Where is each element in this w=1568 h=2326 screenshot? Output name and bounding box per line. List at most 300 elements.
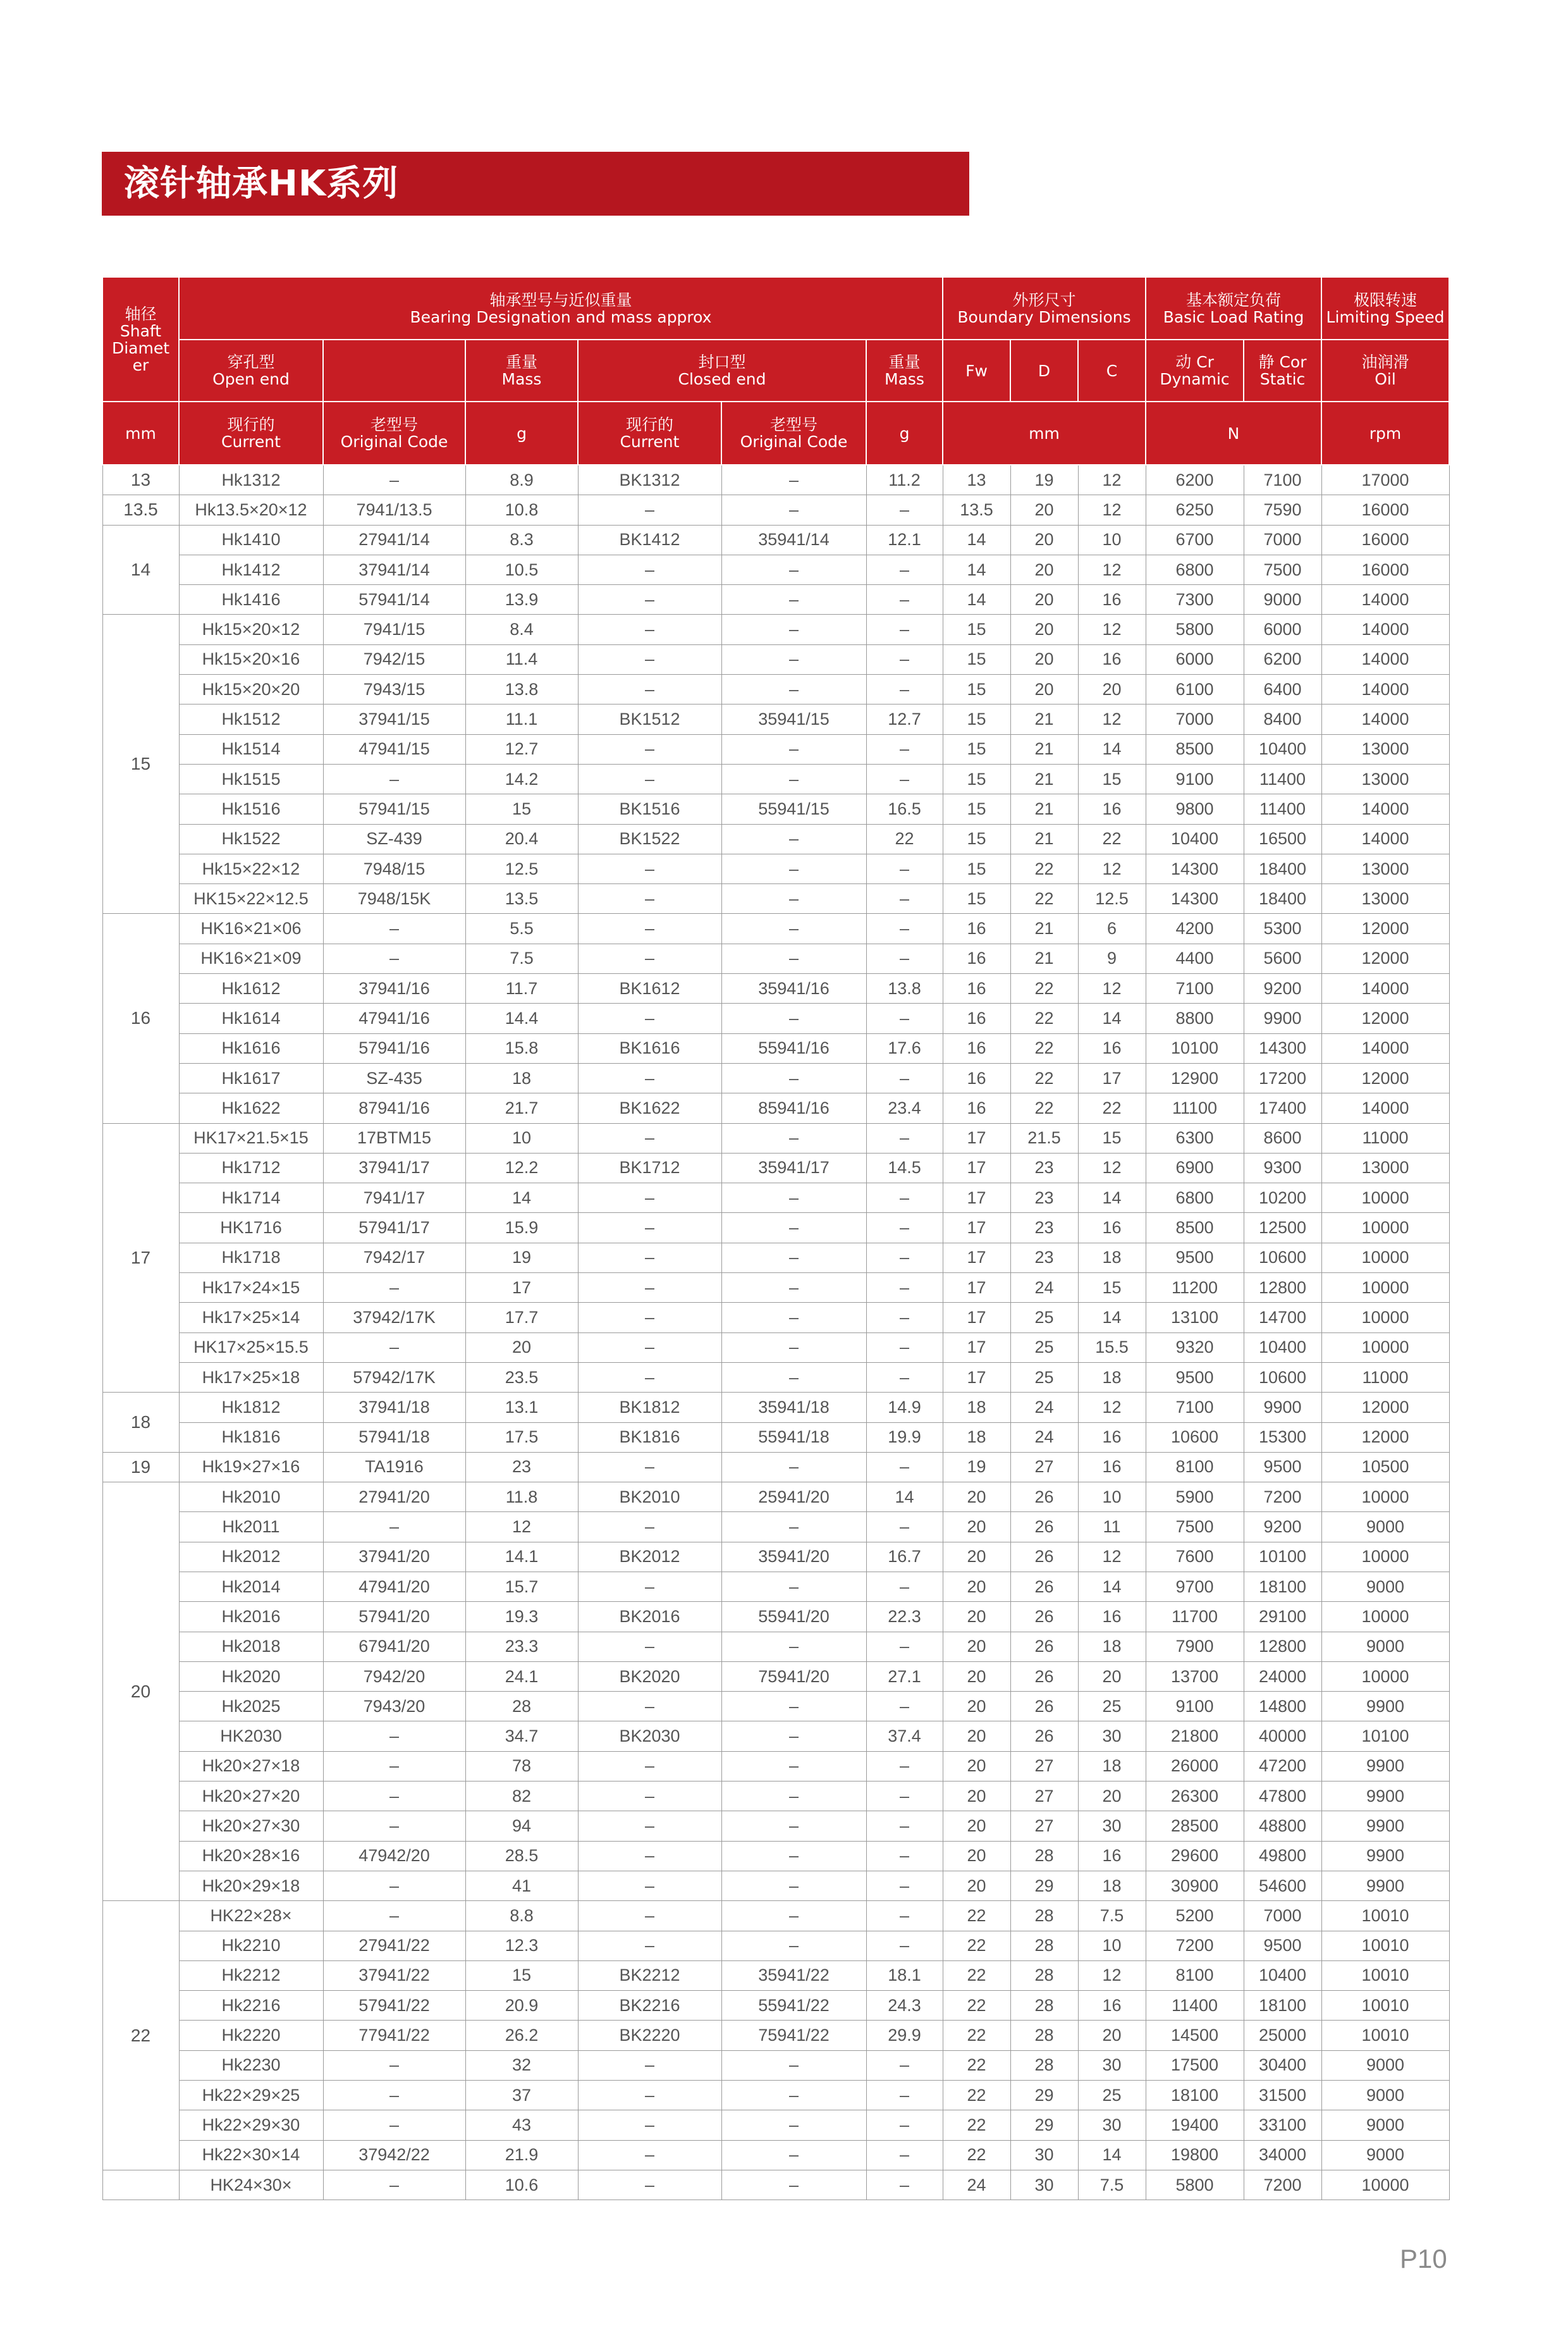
c-cell: 16	[1078, 794, 1146, 824]
current-closed-cell: BK2030	[578, 1721, 721, 1751]
d-cell: 25	[1010, 1303, 1078, 1332]
d-cell: 22	[1010, 884, 1078, 914]
table-row	[102, 1602, 1449, 1632]
current-open-cell: Hk22×30×14	[179, 2140, 323, 2170]
static-cell: 6400	[1244, 675, 1321, 705]
d-cell: 20	[1010, 525, 1078, 555]
d-cell: 28	[1010, 1960, 1078, 1990]
fw-cell: 22	[943, 2081, 1010, 2110]
original-open-cell: 37941/17	[323, 1153, 465, 1183]
mass-closed-cell: –	[866, 495, 943, 525]
table-row	[102, 1303, 1449, 1332]
table-row	[102, 1841, 1449, 1871]
static-cell: 9200	[1244, 974, 1321, 1004]
original-closed-cell: 55941/18	[721, 1422, 866, 1452]
current-open-cell: Hk2210	[179, 1931, 323, 1960]
d-cell: 30	[1010, 2140, 1078, 2170]
dynamic-cell: 7000	[1146, 705, 1244, 734]
mass-closed-cell: –	[866, 2081, 943, 2110]
original-open-cell: TA1916	[323, 1452, 465, 1482]
mass-open-cell: 13.5	[465, 884, 578, 914]
current-open-cell: Hk1616	[179, 1033, 323, 1063]
fw-cell: 16	[943, 1033, 1010, 1063]
static-cell: 6000	[1244, 615, 1321, 644]
table-row	[102, 974, 1449, 1004]
title-bar	[102, 152, 969, 216]
mass-open-cell: 20	[465, 1332, 578, 1362]
oil-speed-cell: 14000	[1321, 1033, 1449, 1063]
table-row	[102, 944, 1449, 973]
static-cell: 7500	[1244, 555, 1321, 584]
d-cell: 29	[1010, 2081, 1078, 2110]
oil-speed-cell: 14000	[1321, 824, 1449, 854]
fw-cell: 17	[943, 1123, 1010, 1153]
current-open-cell: Hk2216	[179, 1991, 323, 2021]
current-closed-cell: BK1812	[578, 1393, 721, 1422]
original-open-cell: 7942/15	[323, 644, 465, 674]
current-open-cell: Hk1516	[179, 794, 323, 824]
c-cell: 7.5	[1078, 1901, 1146, 1931]
oil-speed-cell: 12000	[1321, 914, 1449, 944]
current-closed-cell: BK1712	[578, 1153, 721, 1183]
mass-closed-cell: –	[866, 944, 943, 973]
table-row	[102, 1661, 1449, 1691]
original-closed-cell: 35941/18	[721, 1393, 866, 1422]
original-open-cell: 57941/15	[323, 794, 465, 824]
table-row	[102, 644, 1449, 674]
fw-cell: 15	[943, 644, 1010, 674]
c-cell: 14	[1078, 734, 1146, 764]
table-row	[102, 1123, 1449, 1153]
fw-cell: 16	[943, 1063, 1010, 1093]
current-closed-cell: BK2012	[578, 1542, 721, 1572]
mass-closed-cell: 16.5	[866, 794, 943, 824]
original-open-cell: –	[323, 1332, 465, 1362]
table-row	[102, 1781, 1449, 1811]
mass-closed-cell: –	[866, 1273, 943, 1303]
mass-open-cell: 15	[465, 794, 578, 824]
table-row	[102, 1572, 1449, 1601]
oil-speed-cell: 10000	[1321, 1332, 1449, 1362]
table-row	[102, 1960, 1449, 1990]
original-open-cell: 67941/20	[323, 1632, 465, 1661]
static-cell: 8400	[1244, 705, 1321, 734]
current-open-cell: Hk15×20×12	[179, 615, 323, 644]
table-row	[102, 495, 1449, 525]
original-open-cell: 7943/20	[323, 1692, 465, 1721]
static-cell: 11400	[1244, 794, 1321, 824]
table-row	[102, 1004, 1449, 1033]
original-closed-cell: –	[721, 1004, 866, 1033]
oil-speed-cell: 10000	[1321, 1213, 1449, 1243]
oil-speed-cell: 10000	[1321, 1303, 1449, 1332]
d-cell: 20	[1010, 585, 1078, 615]
fw-cell: 16	[943, 1004, 1010, 1033]
oil-speed-cell: 9000	[1321, 2140, 1449, 2170]
table-row	[102, 2021, 1449, 2050]
original-open-cell: –	[323, 1751, 465, 1781]
original-open-cell: 7941/13.5	[323, 495, 465, 525]
d-cell: 26	[1010, 1692, 1078, 1721]
shaft-diameter-cell: 22	[102, 1901, 179, 2170]
current-open-cell: Hk1522	[179, 824, 323, 854]
original-open-cell: –	[323, 465, 465, 495]
d-cell: 28	[1010, 2050, 1078, 2080]
dynamic-cell: 8800	[1146, 1004, 1244, 1033]
current-closed-cell: –	[578, 734, 721, 764]
table-row	[102, 2170, 1449, 2200]
current-closed-cell: –	[578, 944, 721, 973]
static-cell: 29100	[1244, 1602, 1321, 1632]
oil-speed-cell: 9900	[1321, 1841, 1449, 1871]
static-cell: 6200	[1244, 644, 1321, 674]
current-open-cell: Hk20×29×18	[179, 1871, 323, 1900]
dynamic-cell: 11100	[1146, 1093, 1244, 1123]
dynamic-cell: 17500	[1146, 2050, 1244, 2080]
mass-closed-cell: 22.3	[866, 1602, 943, 1632]
current-open-cell: Hk2220	[179, 2021, 323, 2050]
dynamic-cell: 10600	[1146, 1422, 1244, 1452]
current-open-cell: Hk1812	[179, 1393, 323, 1422]
mass-open-cell: 10.5	[465, 555, 578, 584]
oil-speed-cell: 16000	[1321, 495, 1449, 525]
d-cell: 20	[1010, 555, 1078, 584]
static-cell: 24000	[1244, 1661, 1321, 1691]
mass-open-cell: 13.8	[465, 675, 578, 705]
table-row	[102, 1093, 1449, 1123]
fw-cell: 15	[943, 675, 1010, 705]
table-row	[102, 1452, 1449, 1482]
header-dynamic: 动 Cr Dynamic	[1146, 340, 1244, 402]
c-cell: 10	[1078, 1931, 1146, 1960]
table-row	[102, 2110, 1449, 2140]
static-cell: 12500	[1244, 1213, 1321, 1243]
shaft-diameter-cell: 20	[102, 1482, 179, 1901]
oil-speed-cell: 10000	[1321, 1661, 1449, 1691]
mass-open-cell: 24.1	[465, 1661, 578, 1691]
c-cell: 17	[1078, 1063, 1146, 1093]
c-cell: 18	[1078, 1871, 1146, 1900]
table-row	[102, 2140, 1449, 2170]
original-closed-cell: –	[721, 1871, 866, 1900]
dynamic-cell: 28500	[1146, 1811, 1244, 1841]
mass-closed-cell: –	[866, 1243, 943, 1272]
current-open-cell: Hk1514	[179, 734, 323, 764]
static-cell: 7200	[1244, 1482, 1321, 1512]
current-open-cell: HK17×21.5×15	[179, 1123, 323, 1153]
shaft-diameter-cell: 16	[102, 914, 179, 1123]
d-cell: 26	[1010, 1661, 1078, 1691]
current-open-cell: Hk1718	[179, 1243, 323, 1272]
original-open-cell: 7942/17	[323, 1243, 465, 1272]
current-open-cell: Hk17×25×18	[179, 1362, 323, 1392]
current-closed-cell: –	[578, 1004, 721, 1033]
oil-speed-cell: 10000	[1321, 2170, 1449, 2200]
mass-closed-cell: –	[866, 1512, 943, 1542]
original-open-cell: –	[323, 1901, 465, 1931]
current-closed-cell: –	[578, 555, 721, 584]
current-closed-cell: –	[578, 1811, 721, 1841]
mass-closed-cell: –	[866, 1871, 943, 1900]
dynamic-cell: 7100	[1146, 974, 1244, 1004]
original-closed-cell: –	[721, 2050, 866, 2080]
mass-closed-cell: –	[866, 1332, 943, 1362]
mass-closed-cell: 23.4	[866, 1093, 943, 1123]
static-cell: 9200	[1244, 1512, 1321, 1542]
d-cell: 26	[1010, 1721, 1078, 1751]
current-open-cell: Hk1617	[179, 1063, 323, 1093]
static-cell: 7100	[1244, 465, 1321, 495]
original-open-cell: 27941/14	[323, 525, 465, 555]
fw-cell: 22	[943, 1960, 1010, 1990]
mass-closed-cell: –	[866, 615, 943, 644]
current-open-cell: Hk2212	[179, 1960, 323, 1990]
current-closed-cell: –	[578, 884, 721, 914]
current-closed-cell: –	[578, 1781, 721, 1811]
current-open-cell: Hk1416	[179, 585, 323, 615]
mass-closed-cell: –	[866, 914, 943, 944]
current-closed-cell: BK1816	[578, 1422, 721, 1452]
c-cell: 14	[1078, 1183, 1146, 1213]
c-cell: 12	[1078, 1393, 1146, 1422]
dynamic-cell: 6100	[1146, 675, 1244, 705]
original-open-cell: SZ-435	[323, 1063, 465, 1093]
header-limiting-speed: 极限转速 Limiting Speed	[1321, 277, 1449, 340]
original-open-cell: 47942/20	[323, 1841, 465, 1871]
oil-speed-cell: 13000	[1321, 734, 1449, 764]
table-row	[102, 1721, 1449, 1751]
table-row	[102, 1332, 1449, 1362]
c-cell: 16	[1078, 1452, 1146, 1482]
original-closed-cell: 75941/20	[721, 1661, 866, 1691]
mass-closed-cell: –	[866, 2140, 943, 2170]
table-row	[102, 1542, 1449, 1572]
dynamic-cell: 13700	[1146, 1661, 1244, 1691]
oil-speed-cell: 9000	[1321, 2110, 1449, 2140]
static-cell: 7000	[1244, 525, 1321, 555]
mass-closed-cell: –	[866, 734, 943, 764]
static-cell: 30400	[1244, 2050, 1321, 2080]
fw-cell: 22	[943, 1931, 1010, 1960]
c-cell: 15.5	[1078, 1332, 1146, 1362]
dynamic-cell: 5900	[1146, 1482, 1244, 1512]
d-cell: 26	[1010, 1512, 1078, 1542]
c-cell: 25	[1078, 2081, 1146, 2110]
oil-speed-cell: 10000	[1321, 1243, 1449, 1272]
c-cell: 6	[1078, 914, 1146, 944]
fw-cell: 15	[943, 854, 1010, 883]
static-cell: 14700	[1244, 1303, 1321, 1332]
fw-cell: 16	[943, 944, 1010, 973]
original-open-cell: –	[323, 1721, 465, 1751]
mass-closed-cell: –	[866, 1692, 943, 1721]
oil-speed-cell: 14000	[1321, 705, 1449, 734]
oil-speed-cell: 13000	[1321, 884, 1449, 914]
current-open-cell: HK17×25×15.5	[179, 1332, 323, 1362]
current-closed-cell: –	[578, 854, 721, 883]
static-cell: 9900	[1244, 1004, 1321, 1033]
dynamic-cell: 9500	[1146, 1243, 1244, 1272]
original-closed-cell: –	[721, 644, 866, 674]
original-closed-cell: –	[721, 1931, 866, 1960]
static-cell: 47800	[1244, 1781, 1321, 1811]
table-row	[102, 1213, 1449, 1243]
d-cell: 25	[1010, 1332, 1078, 1362]
mass-closed-cell: –	[866, 884, 943, 914]
oil-speed-cell: 9000	[1321, 1512, 1449, 1542]
static-cell: 18400	[1244, 854, 1321, 883]
header-bearing-designation: 轴承型号与近似重量 Bearing Designation and mass approx	[179, 277, 943, 340]
fw-cell: 20	[943, 1661, 1010, 1691]
current-open-cell: Hk1515	[179, 764, 323, 794]
c-cell: 9	[1078, 944, 1146, 973]
current-open-cell: Hk20×27×20	[179, 1781, 323, 1811]
c-cell: 15	[1078, 1123, 1146, 1153]
table-row	[102, 1632, 1449, 1661]
mass-open-cell: 17.5	[465, 1422, 578, 1452]
c-cell: 12.5	[1078, 884, 1146, 914]
static-cell: 49800	[1244, 1841, 1321, 1871]
fw-cell: 19	[943, 1452, 1010, 1482]
dynamic-cell: 7200	[1146, 1931, 1244, 1960]
original-open-cell: SZ-439	[323, 824, 465, 854]
current-closed-cell: –	[578, 1213, 721, 1243]
original-closed-cell: 55941/16	[721, 1033, 866, 1063]
table-row	[102, 585, 1449, 615]
c-cell: 22	[1078, 824, 1146, 854]
current-open-cell: Hk1714	[179, 1183, 323, 1213]
oil-speed-cell: 11000	[1321, 1362, 1449, 1392]
mass-open-cell: 41	[465, 1871, 578, 1900]
d-cell: 20	[1010, 675, 1078, 705]
header-closed-end: 封口型 Closed end	[578, 340, 866, 402]
original-closed-cell: –	[721, 1901, 866, 1931]
dynamic-cell: 19400	[1146, 2110, 1244, 2140]
current-closed-cell: –	[578, 914, 721, 944]
original-closed-cell: –	[721, 1721, 866, 1751]
dynamic-cell: 6800	[1146, 1183, 1244, 1213]
d-cell: 28	[1010, 1841, 1078, 1871]
header-d: D	[1010, 340, 1078, 402]
static-cell: 5300	[1244, 914, 1321, 944]
c-cell: 12	[1078, 1153, 1146, 1183]
original-open-cell: 37941/14	[323, 555, 465, 584]
mass-closed-cell: –	[866, 1751, 943, 1781]
dynamic-cell: 8500	[1146, 1213, 1244, 1243]
fw-cell: 20	[943, 1632, 1010, 1661]
original-closed-cell: –	[721, 1572, 866, 1601]
mass-closed-cell: –	[866, 1123, 943, 1153]
original-closed-cell: 35941/15	[721, 705, 866, 734]
oil-speed-cell: 9900	[1321, 1751, 1449, 1781]
fw-cell: 16	[943, 974, 1010, 1004]
original-open-cell: 57941/14	[323, 585, 465, 615]
c-cell: 14	[1078, 1004, 1146, 1033]
current-closed-cell: BK1522	[578, 824, 721, 854]
mass-closed-cell: –	[866, 1362, 943, 1392]
c-cell: 12	[1078, 1960, 1146, 1990]
oil-speed-cell: 9000	[1321, 1632, 1449, 1661]
static-cell: 8600	[1244, 1123, 1321, 1153]
dynamic-cell: 9800	[1146, 794, 1244, 824]
mass-closed-cell: 12.1	[866, 525, 943, 555]
current-open-cell: Hk20×27×30	[179, 1811, 323, 1841]
original-closed-cell: –	[721, 1512, 866, 1542]
header-original-closed: 老型号 Original Code	[721, 402, 866, 465]
mass-open-cell: 37	[465, 2081, 578, 2110]
current-closed-cell: BK2020	[578, 1661, 721, 1691]
d-cell: 22	[1010, 1004, 1078, 1033]
header-oil: 油润滑 Oil	[1321, 340, 1449, 402]
mass-open-cell: 14.2	[465, 764, 578, 794]
original-closed-cell: 35941/17	[721, 1153, 866, 1183]
d-cell: 26	[1010, 1602, 1078, 1632]
mass-closed-cell: 13.8	[866, 974, 943, 1004]
static-cell: 10600	[1244, 1243, 1321, 1272]
d-cell: 21	[1010, 944, 1078, 973]
table-row	[102, 1512, 1449, 1542]
mass-open-cell: 20.9	[465, 1991, 578, 2021]
shaft-diameter-cell: 14	[102, 525, 179, 615]
mass-open-cell: 12	[465, 1512, 578, 1542]
oil-speed-cell: 12000	[1321, 1422, 1449, 1452]
c-cell: 14	[1078, 1303, 1146, 1332]
d-cell: 21	[1010, 705, 1078, 734]
header-open-end-blank	[323, 340, 465, 402]
original-open-cell: 57942/17K	[323, 1362, 465, 1392]
dynamic-cell: 9100	[1146, 764, 1244, 794]
d-cell: 23	[1010, 1243, 1078, 1272]
current-open-cell: Hk20×27×18	[179, 1751, 323, 1781]
c-cell: 25	[1078, 1692, 1146, 1721]
d-cell: 27	[1010, 1811, 1078, 1841]
table-row	[102, 1183, 1449, 1213]
current-open-cell: Hk1614	[179, 1004, 323, 1033]
original-closed-cell: –	[721, 1362, 866, 1392]
original-open-cell: –	[323, 2050, 465, 2080]
bearing-spec-table	[102, 276, 1450, 2200]
c-cell: 16	[1078, 1841, 1146, 1871]
fw-cell: 20	[943, 1811, 1010, 1841]
header-open-end: 穿孔型 Open end	[179, 340, 323, 402]
fw-cell: 18	[943, 1422, 1010, 1452]
table-row	[102, 1243, 1449, 1272]
table-row	[102, 2081, 1449, 2110]
current-closed-cell: BK2016	[578, 1602, 721, 1632]
oil-speed-cell: 10010	[1321, 2021, 1449, 2050]
table-body	[102, 465, 1449, 2200]
mass-open-cell: 23.5	[465, 1362, 578, 1392]
mass-closed-cell: 14.9	[866, 1393, 943, 1422]
table-row	[102, 675, 1449, 705]
d-cell: 28	[1010, 1991, 1078, 2021]
table-row	[102, 854, 1449, 883]
table-header	[102, 277, 1449, 465]
current-closed-cell: BK2216	[578, 1991, 721, 2021]
original-closed-cell: –	[721, 824, 866, 854]
original-open-cell: –	[323, 914, 465, 944]
oil-speed-cell: 10000	[1321, 1482, 1449, 1512]
table-row	[102, 734, 1449, 764]
current-closed-cell: –	[578, 1123, 721, 1153]
mass-open-cell: 19.3	[465, 1602, 578, 1632]
original-closed-cell: 55941/22	[721, 1991, 866, 2021]
original-open-cell: 27941/22	[323, 1931, 465, 1960]
mass-closed-cell: 16.7	[866, 1542, 943, 1572]
table-row	[102, 1901, 1449, 1931]
mass-closed-cell: 12.7	[866, 705, 943, 734]
static-cell: 18100	[1244, 1572, 1321, 1601]
